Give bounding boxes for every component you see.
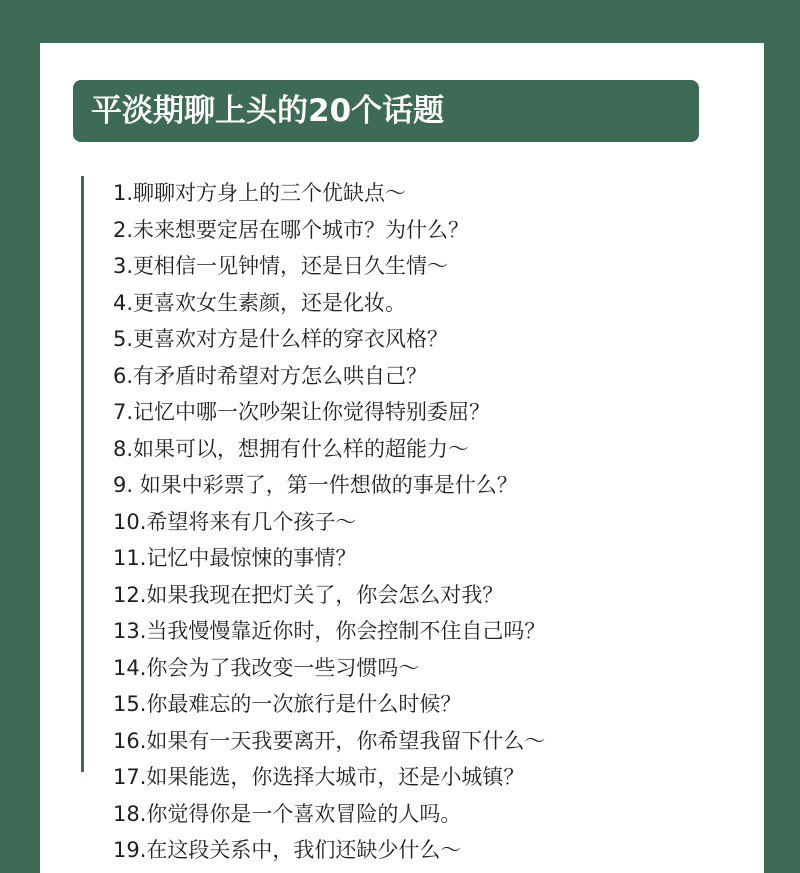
topic-item: 2.未来想要定居在哪个城市？为什么？ bbox=[113, 217, 470, 242]
content-card bbox=[40, 43, 764, 873]
topic-item: 15.你最难忘的一次旅行是什么时候？ bbox=[113, 692, 462, 716]
topic-item: 17.如果能选，你选择大城市，还是小城镇？ bbox=[113, 765, 525, 789]
topic-item: 14.你会为了我改变一些习惯吗～ bbox=[113, 655, 420, 680]
topic-list bbox=[113, 175, 545, 869]
topic-item: 3.更相信一见钟情，还是日久生情～ bbox=[113, 254, 449, 278]
topic-item: 5.更喜欢对方是什么样的穿衣风格？ bbox=[113, 327, 449, 351]
list-divider-line bbox=[81, 176, 84, 772]
topic-item: 9. 如果中彩票了，第一件想做的事是什么？ bbox=[113, 473, 518, 497]
topic-item: 12.如果我现在把灯关了，你会怎么对我？ bbox=[113, 582, 504, 607]
topic-item: 11.记忆中最惊悚的事情？ bbox=[113, 546, 357, 570]
topic-item: 8.如果可以，想拥有什么样的超能力～ bbox=[113, 436, 470, 461]
topic-item: 13.当我慢慢靠近你时，你会控制不住自己吗？ bbox=[113, 619, 546, 643]
topic-item: 6.有矛盾时希望对方怎么哄自己？ bbox=[113, 363, 428, 388]
topic-item: 7.记忆中哪一次吵架让你觉得特别委屈？ bbox=[113, 400, 491, 424]
topic-item: 4.更喜欢女生素颜，还是化妆。 bbox=[113, 290, 407, 315]
page-title: 平淡期聊上头的20个话题 bbox=[91, 93, 445, 129]
topic-item: 16.如果有一天我要离开，你希望我留下什么～ bbox=[113, 728, 546, 753]
topic-item: 10.希望将来有几个孩子～ bbox=[113, 509, 357, 534]
topic-item: 18.你觉得你是一个喜欢冒险的人吗。 bbox=[113, 801, 462, 826]
title-banner bbox=[73, 80, 699, 142]
topic-item: 1.聊聊对方身上的三个优缺点～ bbox=[113, 181, 407, 205]
topic-item: 19.在这段关系中，我们还缺少什么～ bbox=[113, 838, 462, 862]
